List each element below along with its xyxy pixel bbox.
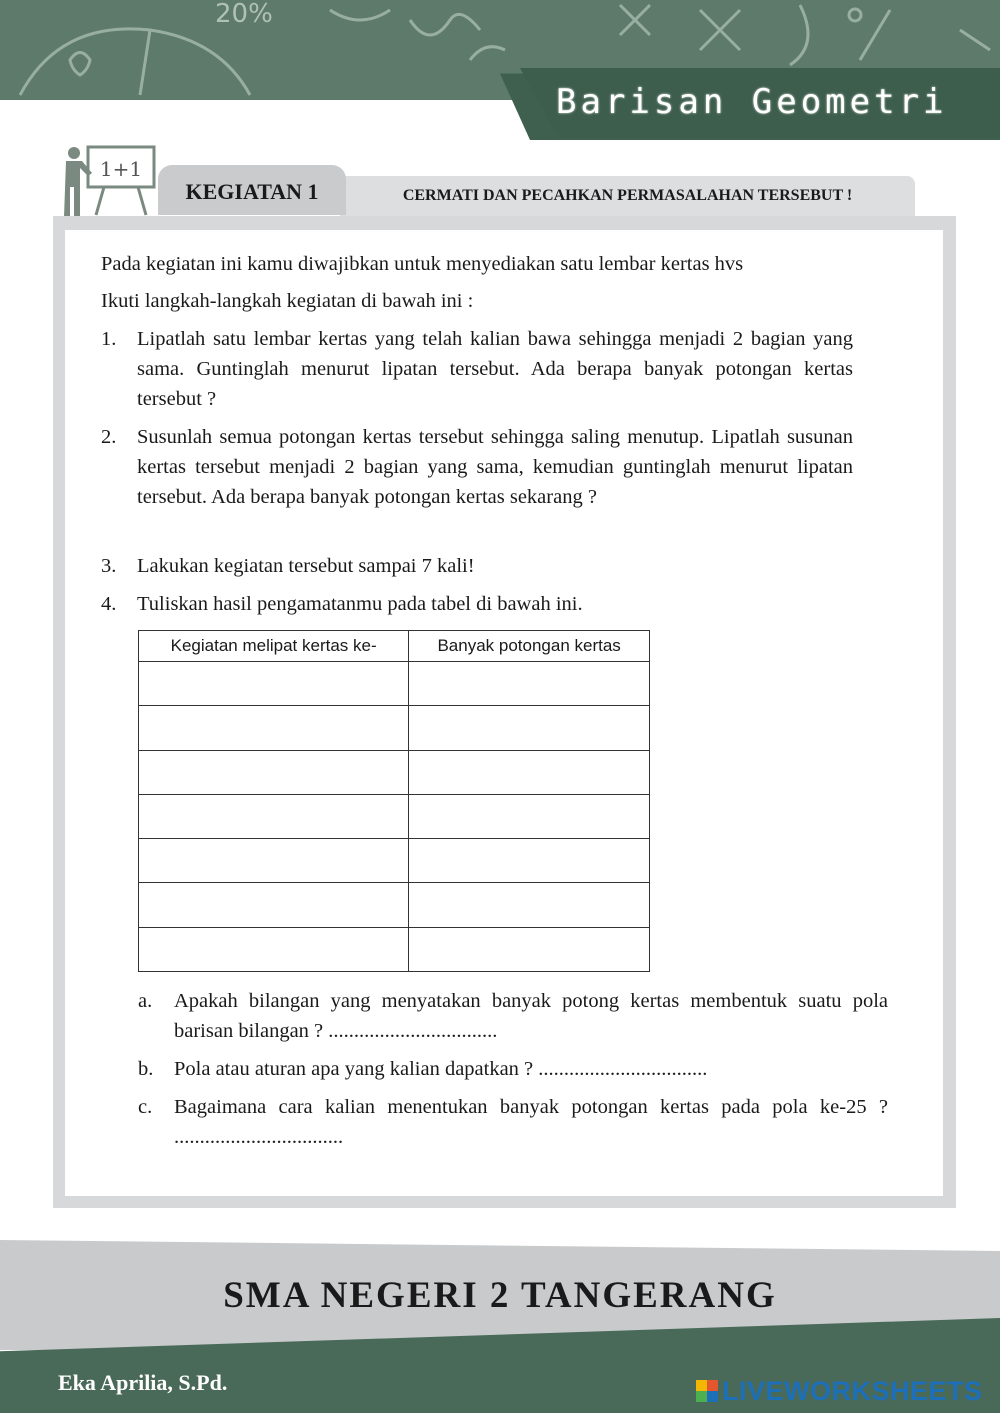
fold-cell[interactable] [139,883,409,927]
fold-cell[interactable] [139,839,409,883]
svg-text:20%: 20% [215,0,273,29]
step-text: Tuliskan hasil pengamatanmu pada tabel di bawah ini. [137,593,583,615]
question-text: Pola atau aturan apa yang kalian dapatkan ? ................................. [174,1058,708,1080]
step-number: 4. [101,593,117,615]
pieces-cell[interactable] [409,794,650,838]
instruction-tab: CERMATI DAN PECAHKAN PERMASALAHAN TERSEBUT ! [340,176,915,216]
step-number: 1. [101,328,117,350]
school-name: SMA NEGERI 2 TANGERANG [223,1275,777,1316]
fold-cell[interactable] [139,927,409,971]
table-row [139,662,650,706]
steps-intro: Ikuti langkah-langkah kegiatan di bawah ini : [101,290,474,312]
table-row [139,794,650,838]
table-row [139,750,650,794]
question-text: Bagaimana cara kalian menentukan banyak potongan kertas pada pola ke-25 ? ................................. [174,1096,888,1148]
intro-text: Pada kegiatan ini kamu diwajibkan untuk menyediakan satu lembar kertas hvs [101,253,744,275]
fold-cell[interactable] [139,750,409,794]
question-letter: b. [138,1058,154,1080]
question-letter: c. [138,1096,153,1118]
fold-cell[interactable] [139,662,409,706]
column-header-fold: Kegiatan melipat kertas ke- [139,631,409,662]
column-header-pieces: Banyak potongan kertas [409,631,650,662]
step-text: Lipatlah satu lembar kertas yang telah kalian bawa sehingga menjadi 2 bagian yang sama. Guntinglah menurut lipatan tersebut. Ada berapa banyak potongan kertas tersebut ? [137,328,853,410]
fold-cell[interactable] [139,706,409,750]
table-row [139,883,650,927]
table-row [139,927,650,971]
table-row [139,706,650,750]
step-number: 2. [101,426,117,448]
step-text: Susunlah semua potongan kertas tersebut sehingga saling menutup. Lipatlah susunan kertas tersebut menjadi 2 bagian yang sama, kemudian guntinglah menurut lipatan tersebut. Ada berapa banyak potongan kertas sekarang ? [137,426,853,508]
question-item [138,1092,888,1152]
pieces-cell[interactable] [409,706,650,750]
pieces-cell[interactable] [409,883,650,927]
pieces-cell[interactable] [409,927,650,971]
fold-cell[interactable] [139,794,409,838]
pieces-cell[interactable] [409,750,650,794]
step-text: Lakukan kegiatan tersebut sampai 7 kali! [137,555,475,577]
step-item [101,422,853,512]
watermark-text: LIVEWORKSHEETS [722,1375,983,1406]
pieces-cell[interactable] [409,662,650,706]
teacher-board-icon [58,145,158,217]
table-row [139,839,650,883]
liveworksheets-watermark [696,1374,983,1408]
question-text: Apakah bilangan yang menyatakan banyak potong kertas membentuk suatu pola barisan bilangan ? ................................. [174,990,888,1042]
activity-tab: KEGIATAN 1 [158,165,346,215]
question-letter: a. [138,990,153,1012]
step-item [101,324,853,414]
author-name: Eka Aprilia, S.Pd. [58,1370,228,1395]
board-label: 1+1 [99,157,143,181]
step-item [101,551,853,581]
question-item [138,986,888,1046]
liveworksheets-logo-icon [696,1380,718,1402]
question-item [138,1054,888,1084]
step-item [101,589,853,619]
pieces-cell[interactable] [409,839,650,883]
page-title: Barisan Geometri [556,82,948,122]
step-number: 3. [101,555,117,577]
observation-table [138,630,650,972]
